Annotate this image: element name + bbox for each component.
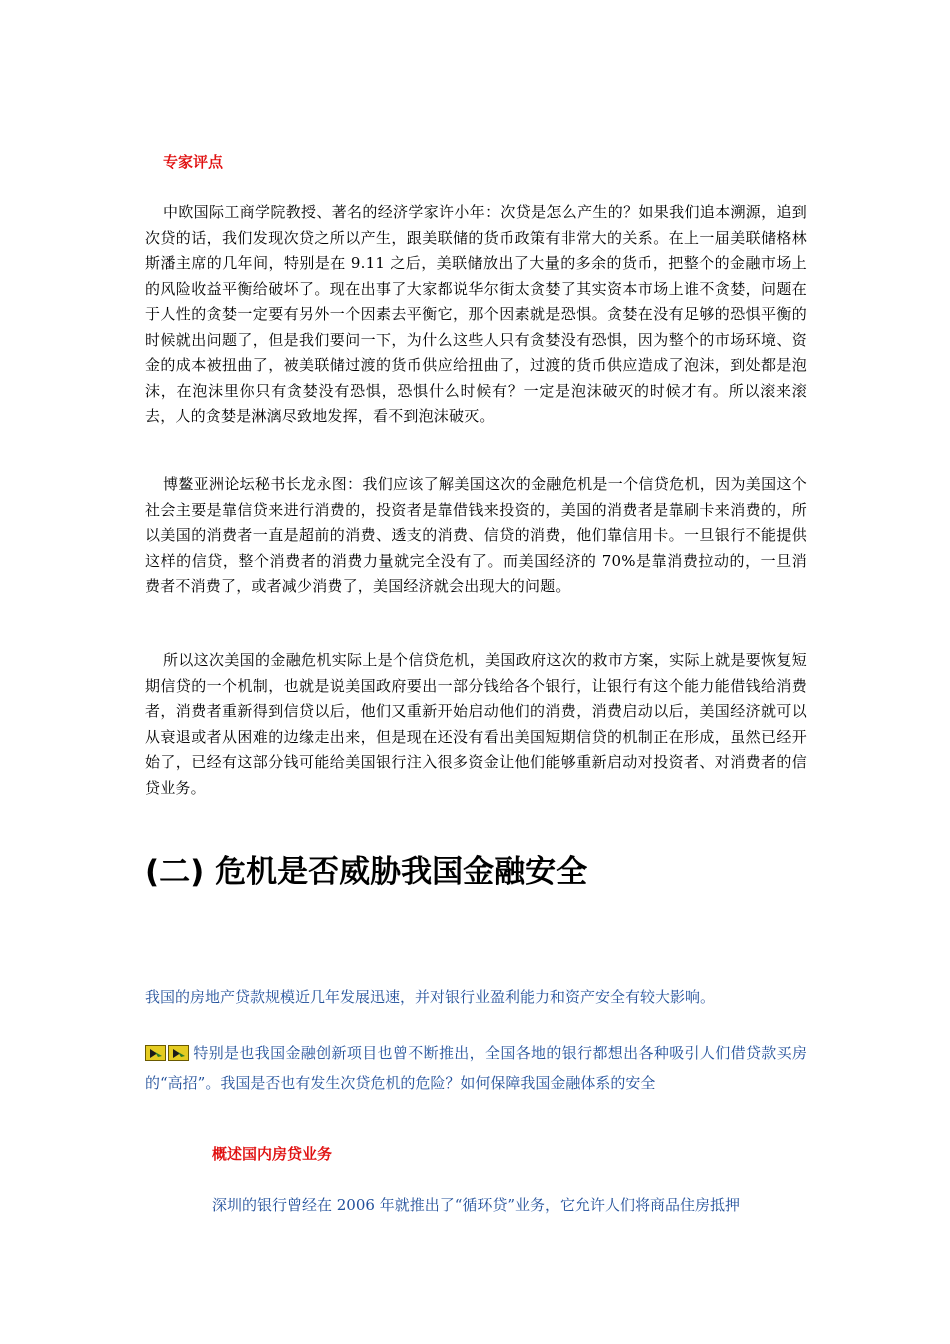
section-icon-text: 特别是也我国金融创新项目也曾不断推出，全国各地的银行都想出各种吸引人们借贷款买房的“高招”。我国是否也有发生次贷危机的危险？如何保障我国金融体系的安全 xyxy=(145,1044,807,1092)
expert-paragraph-2: 博鳌亚洲论坛秘书长龙永图：我们应该了解美国这次的金融危机是一个信贷危机，因为美国这个社会主要是靠信贷来进行消费的，投资者是靠借钱来投资的，美国的消费者是靠刷卡来消费的，所以美国的消费者一直是超前的消费、透支的消费、信贷的消费，他们靠信用卡。一旦银行不能提供这样的信贷，整个消费者的消费力量就完全没有了。而美国经济的 70%是靠消费拉动的，一旦消费者不消费了，或者减少消费了，美国经济就会出现大的问题。 xyxy=(145,475,807,595)
section-intro: 我国的房地产贷款规模近几年发展迅速，并对银行业盈利能力和资产安全有较大影响。 xyxy=(145,988,716,1006)
expert-review-heading: 专家评点 xyxy=(163,153,224,171)
arrow-button-icon[interactable] xyxy=(145,1045,166,1061)
arrow-button-icon[interactable] xyxy=(168,1045,189,1061)
expert-paragraph-1: 中欧国际工商学院教授、著名的经济学家许小年：次贷是怎么产生的？如果我们追本溯源，追到次贷的话，我们发现次贷之所以产生，跟美联储的货币政策有非常大的关系。在上一届美联储格林斯潘主席的几年间，特别是在 9.11 之后，美联储放出了大量的多余的货币，把整个的金融市场上的风险收益平衡给破坏了。现在出事了大家都说华尔街太贪婪了其实资本市场上谁不贪婪，问题在于人性的贪婪一定要有另外一个因素去平衡它，那个因素就是恐惧。贪婪在没有足够的恐惧平衡的时候就出问题了，但是我们要问一下，为什么这些人只有贪婪没有恐惧，因为整个的市场环境、资金的成本被扭曲了，被美联储过渡的货币供应给扭曲了，过渡的货币供应造成了泡沫，到处都是泡沫，在泡沫里你只有贪婪没有恐惧，恐惧什么时候有？一定是泡沫破灭的时候才有。所以滚来滚去，人的贪婪是淋漓尽致地发挥，看不到泡沫破灭。 xyxy=(145,203,807,425)
arrow-button-group xyxy=(145,1043,191,1070)
section-icon-paragraph xyxy=(145,1040,807,1097)
expert-paragraph-3: 所以这次美国的金融危机实际上是个信贷危机，美国政府这次的救市方案，实际上就是要恢复短期信贷的一个机制，也就是说美国政府要出一部分钱给各个银行，让银行有这个能力能借钱给消费者，消费者重新得到信贷以后，他们又重新开始启动他们的消费，消费启动以后，美国经济就可以从衰退或者从困难的边缘走出来，但是现在还没有看出美国短期信贷的机制正在形成，虽然已经开始了，已经有这部分钱可能给美国银行注入很多资金让他们能够重新启动对投资者、对消费者的信贷业务。 xyxy=(145,651,807,797)
overview-heading: 概述国内房贷业务 xyxy=(212,1145,333,1163)
overview-text: 深圳的银行曾经在 2006 年就推出了“循环贷”业务，它允许人们将商品住房抵押 xyxy=(212,1196,741,1214)
section-title: (二) 危机是否威胁我国金融安全 xyxy=(145,854,588,890)
